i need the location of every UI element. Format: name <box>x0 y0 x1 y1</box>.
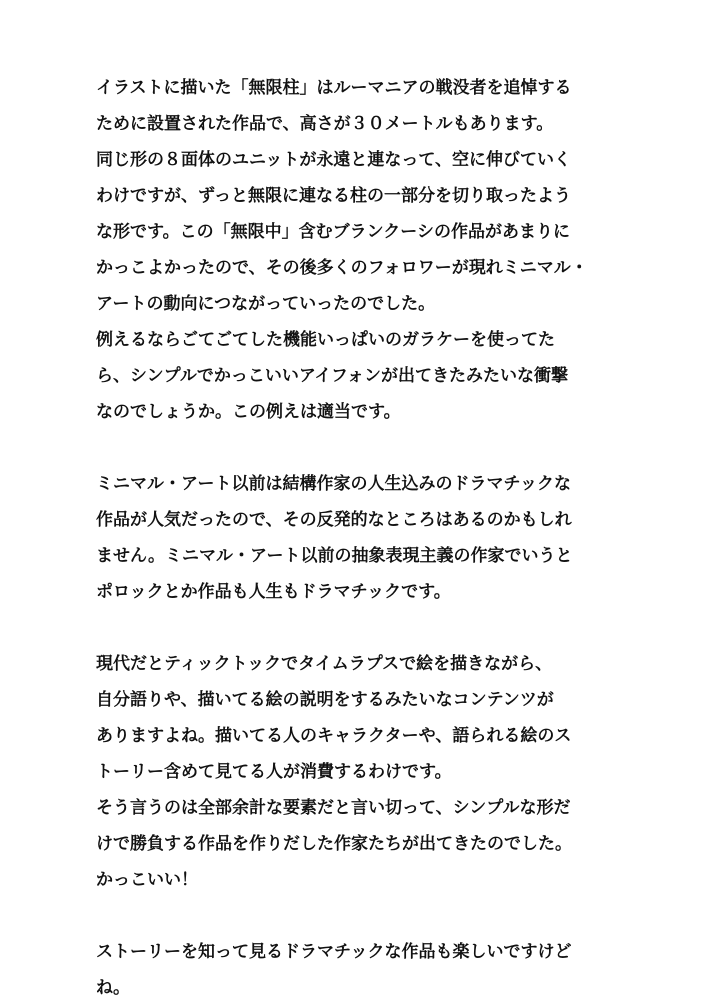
text-line: ポロックとか作品も人生もドラマチックです。 <box>96 582 451 602</box>
text-line: アートの動向につながっていったのでした。 <box>96 294 436 314</box>
text-line: ありますよね。描いてる人のキャラクターや、語られる絵のス <box>96 726 572 746</box>
text-line: 例えるならごてごてした機能いっぱいのガラケーを使ってた <box>96 330 555 350</box>
text-line: イラストに描いた「無限柱」はルーマニアの戦没者を追悼する <box>96 78 572 98</box>
text-line: かっこよかったので、その後多くのフォロワーが現れミニマル・ <box>96 258 588 278</box>
text-line: トーリー含めて見てる人が消費するわけです。 <box>96 762 452 782</box>
text-line: ません。ミニマル・アート以前の抽象表現主義の作家でいうと <box>96 546 573 566</box>
text-line: そう言うのは全部余計な要素だと言い切って、シンプルな形だ <box>96 798 571 818</box>
text-line: ために設置された作品で、高さが３０メートルもあります。 <box>96 114 554 134</box>
text-line: ね。 <box>96 978 130 998</box>
text-line: かっこいい！ <box>96 870 198 890</box>
text-line: 自分語りや、描いてる絵の説明をするみたいなコンテンツが <box>96 690 554 710</box>
text-line: 同じ形の８面体のユニットが永遠と連なって、空に伸びていく <box>96 150 571 170</box>
text-line: 現代だとティックトックでタイムラプスで絵を描きながら、 <box>96 654 553 674</box>
text-line: な形です。この「無限中」含むブランクーシの作品があまりに <box>96 222 570 242</box>
text-line: 作品が人気だったので、その反発的なところはあるのかもしれ <box>96 510 572 530</box>
text-line: なのでしょうか。この例えは適当です。 <box>96 402 401 422</box>
text-line: わけですが、ずっと無限に連なる柱の一部分を切り取ったよう <box>96 186 571 206</box>
text-line: ら、シンプルでかっこいいアイフォンが出てきたみたいな衝撃 <box>96 366 569 386</box>
text-line: ストーリーを知って見るドラマチックな作品も楽しいですけど <box>96 942 572 962</box>
text-line: けで勝負する作品を作りだした作家たちが出てきたのでした。 <box>96 834 572 854</box>
text-line: ミニマル・アート以前は結構作家の人生込みのドラマチックな <box>96 474 571 494</box>
